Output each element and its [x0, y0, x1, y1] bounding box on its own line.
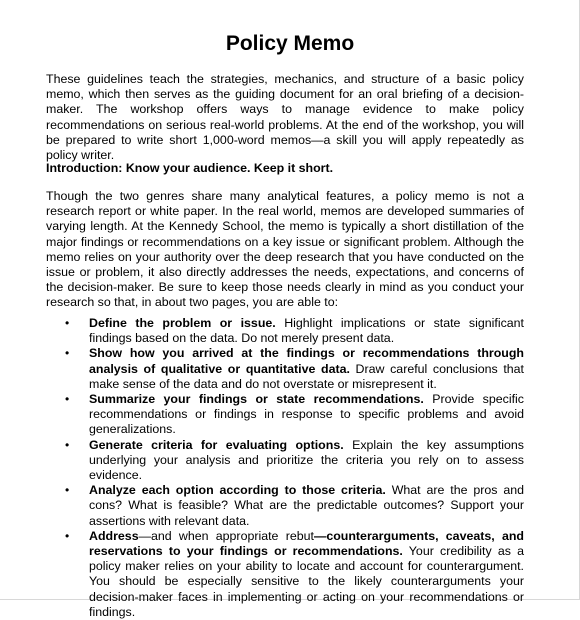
item-text-mid: —and when appropriate rebut	[138, 528, 314, 543]
list-item	[46, 483, 524, 529]
item-text: Draw careful conclusions that make sense of the data and do not overstate or misrepresent it.	[89, 361, 524, 391]
bullet-icon: •	[65, 483, 70, 498]
list-item	[46, 529, 524, 620]
page-title: Policy Memo	[225, 32, 355, 55]
item-bold-lead: Show how you arrived at the findings or recommendations through analysis of qualitative or quantitative data.	[89, 346, 524, 376]
bullet-icon: •	[65, 437, 70, 452]
list-item	[46, 316, 524, 346]
list-item	[46, 392, 524, 438]
item-text: Explain the key assumptions underlying your analysis and prioritize the criteria you rely on to assess evidence.	[89, 437, 524, 483]
recommendations-list	[46, 316, 524, 620]
bullet-icon: •	[65, 392, 70, 407]
bullet-icon: •	[65, 346, 70, 361]
section-heading: Introduction: Know your audience. Keep it short.	[46, 161, 334, 175]
item-text: Highlight implications or state significant findings based on the data. Do not merely present data.	[89, 316, 524, 346]
bullet-icon: •	[65, 316, 70, 330]
list-item	[46, 346, 524, 392]
body-paragraph: Though the two genres share many analytical features, a policy memo is not a research report or white paper. In the real world, memos are developed summaries of varying length. At the Kennedy School, the memo is typically a short distillation of the major findings or recommendations on a key issue or significant problem. Although the memo relies on your authority over the deep research that you have conducted on the issue or problem, it also directly addresses the needs, expectations, and concerns of the decision-maker. Be sure to keep those needs clearly in mind as you conduct your research so that, in about two pages, you are able to:	[46, 189, 524, 310]
item-bold-pre: Address	[89, 528, 139, 543]
item-text: What are the pros and cons? What is feasible? What are the predictable outcomes? Support your assertions with relevant data.	[89, 483, 525, 528]
item-bold-lead: Summarize your findings or state recommendations.	[89, 392, 424, 407]
item-text: Provide specific recommendations or findings in response to specific problems and avoid generalizations.	[89, 392, 524, 437]
item-bold-lead: Define the problem or issue.	[89, 316, 276, 330]
item-bold-lead: —counterarguments, caveats, and reservations to your findings or recommendations.	[89, 528, 524, 559]
item-bold-lead: Analyze each option according to those criteria.	[89, 483, 386, 498]
item-bold-lead: Generate criteria for evaluating options.	[89, 437, 344, 452]
intro-paragraph: These guidelines teach the strategies, mechanics, and structure of a basic policy memo, which then serves as the guiding document for an oral briefing of a decision-maker. The workshop offers ways to manage evidence to make policy recommendations on serious real-world problems. At the end of the workshop, you will be prepared to write short 1,000-word memos—a skill you will apply repeatedly as policy writer.	[46, 72, 524, 163]
item-text: Your credibility as a policy maker relies on your ability to locate and account for counterargument. You should be especially sensitive to the likely counterarguments your decision-maker faces in implementing or acting on your recommendations or findings.	[89, 544, 524, 619]
bullet-icon: •	[65, 528, 70, 543]
list-item	[46, 438, 524, 484]
